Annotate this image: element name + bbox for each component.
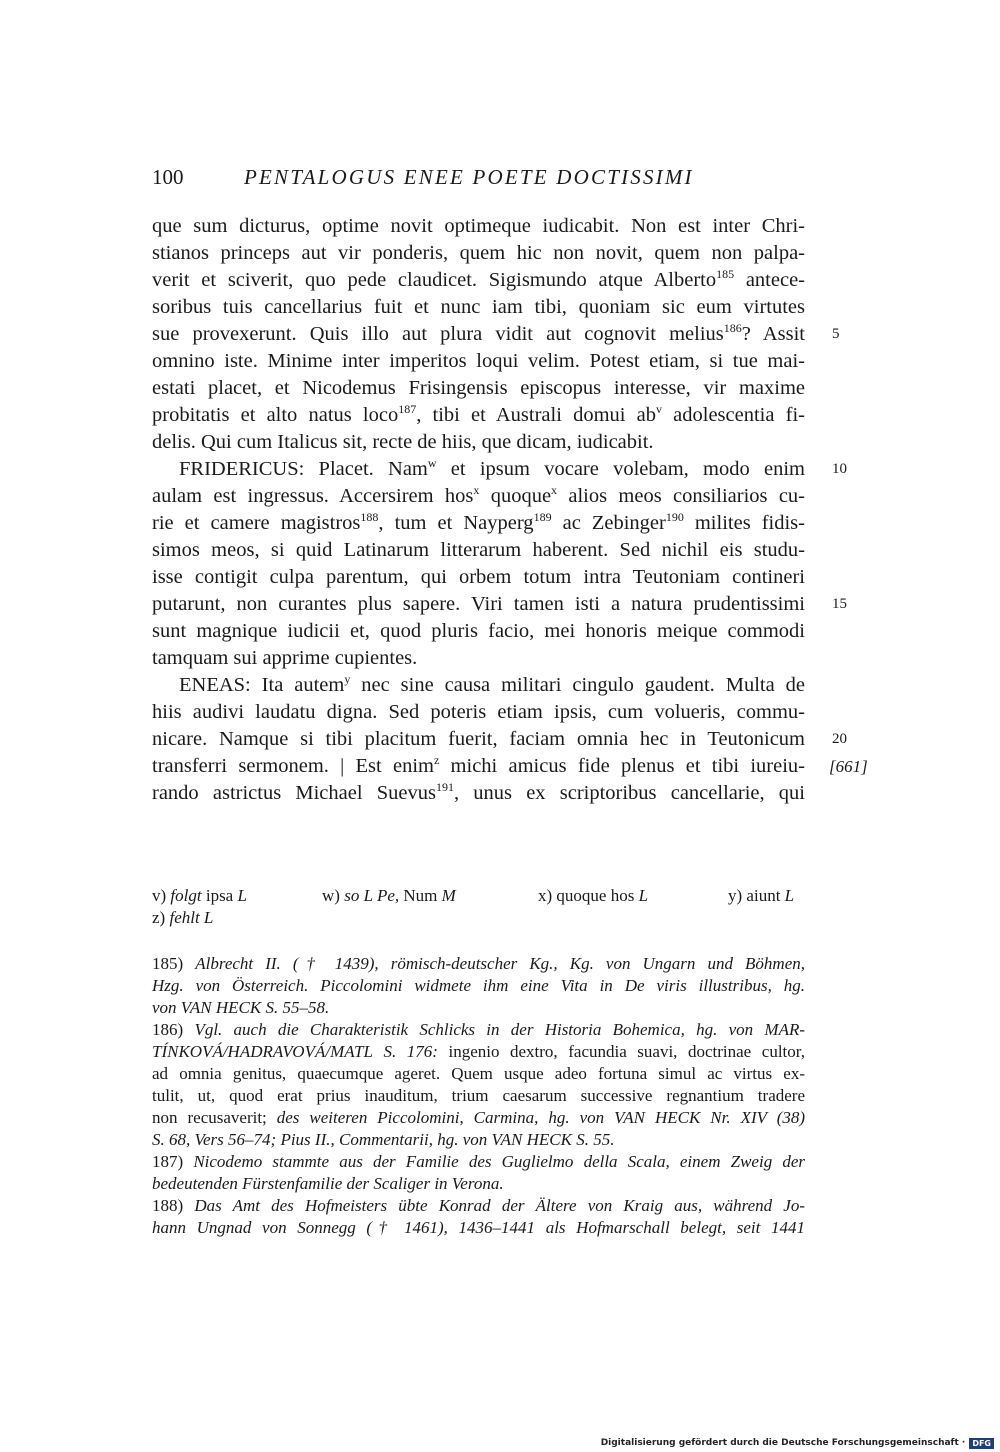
page-number: 100 [152, 165, 184, 189]
text-line: stianos princeps aut vir ponderis, quem hic non novit, quem non palpa- [152, 242, 805, 264]
footnote-185: 185) Albrecht II. († 1439), römisch-deutscher Kg., Kg. von Ungarn und Böhmen, [152, 954, 806, 973]
text-line: transferri sermonem. | Est enim$^z$ michi amicus fide plenus et tibi iureiu- [152, 753, 806, 777]
footnote-line: TÍNKOVÁ/HADRAVOVÁ/MATL S. 176: ingenio dextro, facundia suavi, doctrinae cultor, [152, 1042, 805, 1061]
footnote-line: hann Ungnad von Sonnegg († 1461), 1436–1441 als Hofmarschall belegt, seit 1441 [152, 1218, 805, 1237]
text-line: que sum dicturus, optime novit optimeque iudicabit. Non est inter Chri- [152, 215, 805, 237]
text-line: verit et sciverit, quo pede claudicet. Sigismundo atque Alberto$^{185}$ antece- [152, 267, 805, 291]
line-number: 15 [832, 596, 847, 612]
text-line: estati placet, et Nicodemus Frisingensis episcopus interesse, vir maxime [152, 377, 805, 399]
text-line: soribus tuis cancellarius fuit et nunc iam tibi, quoniam sic eum virtutes [152, 296, 805, 318]
text-line: isse contigit culpa parentum, qui orbem totum intra Teutoniam contineri [152, 566, 805, 588]
text-line: FRIDERICUS: Placet. Nam$^w$ et ipsum vocare volebam, modo enim [179, 456, 805, 480]
footnote-line: von VAN HECK S. 55–58. [152, 998, 330, 1017]
text-line: putarunt, non curantes plus sapere. Viri tamen isti a natura prudentissimi [152, 593, 805, 615]
digitization-credit [601, 1434, 1000, 1452]
footnote-line: ad omnia genitus, quaecumque ageret. Quem usque adeo fortuna simul ac virtus ex- [152, 1064, 805, 1083]
footnote-186: 186) Vgl. auch die Charakteristik Schlicks in der Historia Bohemica, hg. von MAR- [152, 1020, 806, 1039]
text-line: delis. Qui cum Italicus sit, recte de hiis, que dicam, iudicabit. [152, 431, 654, 453]
footnote-line: tulit, ut, quod erat prius inauditum, trium caesarum successive regnantium tradere [152, 1086, 805, 1105]
text-line: sunt magnique iudicii et, quod pluris facio, mei honoris meique commodi [152, 620, 805, 642]
text-line: rie et camere magistros$^{188}$, tum et Nayperg$^{189}$ ac Zebinger$^{190}$ milites fidis- [152, 510, 805, 534]
text-line: rando astrictus Michael Suevus$^{191}$, unus ex scriptoribus cancellarie, qui [152, 780, 805, 804]
text-line: tamquam sui apprime cupientes. [152, 647, 418, 669]
footnote-line: bedeutenden Fürstenfamilie der Scaliger in Verona. [152, 1174, 504, 1193]
footnote-188: 188) Das Amt des Hofmeisters übte Konrad der Ältere von Kraig aus, während Jo- [152, 1196, 806, 1215]
text-line: nicare. Namque si tibi placitum fuerit, faciam omnia hec in Teutonicum [152, 728, 805, 750]
text-line: sue provexerunt. Quis illo aut plura vidit aut cognovit melius$^{186}$? Assit [152, 321, 805, 345]
dfg-logo-icon: DFG [969, 1438, 994, 1449]
line-number: 5 [832, 326, 840, 342]
text-line: ENEAS: Ita autem$^y$ nec sine causa militari cingulo gaudent. Multa de [179, 672, 805, 696]
footnote-line: Hzg. von Österreich. Piccolomini widmete ihm eine Vita in De viris illustribus, hg. [152, 976, 805, 995]
footnote-187: 187) Nicodemo stammte aus der Familie des Guglielmo della Scala, einem Zweig der [152, 1152, 806, 1171]
line-number: 20 [832, 731, 847, 747]
apparatus-entry-y: y) aiunt L [728, 886, 795, 905]
line-number: 10 [832, 461, 847, 477]
apparatus-entry-v: v) folgt ipsa L [152, 886, 247, 905]
apparatus-entry-z: z) fehlt L [152, 908, 214, 927]
running-title: PENTALOGUS ENEE POETE DOCTISSIMI [244, 165, 694, 189]
apparatus-entry-x: x) quoque hos L [538, 886, 649, 905]
text-line: probitatis et alto natus loco$^{187}$, tibi et Australi domui $ab^v$ adolescentia fi- [152, 402, 805, 426]
page-marker: [661] [829, 757, 868, 776]
credit-text: Digitalisierung gefördert durch die Deutsche Forschungsgemeinschaft · [600, 1438, 966, 1448]
apparatus-entry-w: w) so L Pe, Num M [322, 886, 456, 905]
text-line: omnino iste. Minime inter imperitos loqui velim. Potest etiam, si tue mai- [152, 350, 805, 372]
text-line: hiis audivi laudatu digna. Sed poteris etiam ipsis, cum volueris, commu- [152, 701, 805, 723]
text-line: aulam est ingressus. Accersirem hos$^x$ quoque$^x$ alios meos consiliarios cu- [152, 483, 805, 507]
footnote-line: non recusaverit; des weiteren Piccolomini, Carmina, hg. von VAN HECK Nr. XIV (38) [152, 1108, 806, 1127]
text-line: simos meos, si quid Latinarum litterarum haberent. Sed nichil eis studu- [152, 539, 805, 561]
footnote-line: S. 68, Vers 56–74; Pius II., Commentarii, hg. von VAN HECK S. 55. [152, 1130, 615, 1149]
